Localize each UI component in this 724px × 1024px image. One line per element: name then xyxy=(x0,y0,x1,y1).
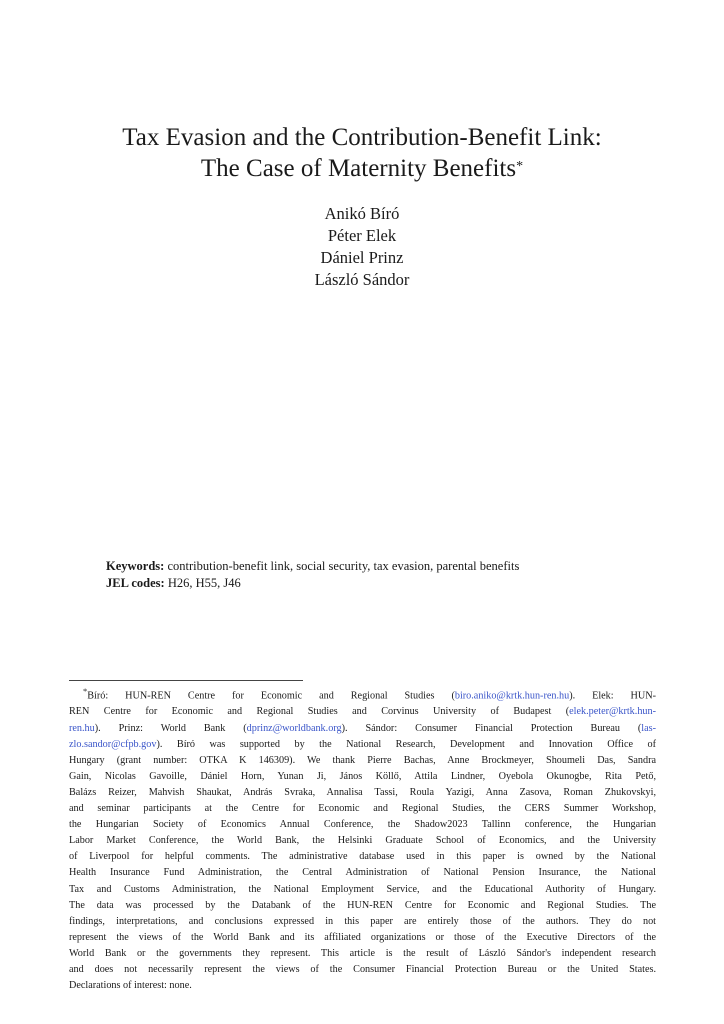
jel-codes-line xyxy=(106,575,666,592)
paper-title xyxy=(0,122,724,184)
title-line-2 xyxy=(0,153,724,184)
title-footnote-marker[interactable]: * xyxy=(516,159,524,174)
footnote-line: Tax and Customs Administration, the National Employment Service, and the Educational Authority of Hungary. xyxy=(69,883,656,895)
footnote-line: The data was processed by the Databank of the HUN-REN Centre for Economic and Regional Studies. The xyxy=(69,899,656,911)
footnote-line: Gain, Nicolas Gavoille, Dániel Horn, Yunan Ji, János Köllő, Attila Lindner, Oyebola Okunogbe, Rita Pető, xyxy=(69,770,656,782)
footnote-line: of Liverpool for helpful comments. The administrative database used in this paper is owned by the National xyxy=(69,851,656,863)
email-link-elek[interactable]: elek.peter@krtk.hun- xyxy=(569,706,656,718)
footnote-marker: * xyxy=(83,686,88,696)
jel-codes-label: JEL codes: xyxy=(106,576,165,590)
footnote-line: Hungary (grant number: OTKA K 146309). We thank Pierre Bachas, Anne Brockmeyer, Shoumeli Das, Sandra xyxy=(69,754,656,766)
email-link-biro[interactable]: biro.aniko@krtk.hun-ren.hu xyxy=(454,690,570,702)
footnote-text: ). Prinz: World Bank ( xyxy=(94,722,247,734)
footnote-text: Bíró: HUN-REN Centre for Economic and Regional Studies ( xyxy=(87,690,455,702)
email-link-elek-cont[interactable]: ren.hu xyxy=(69,722,95,734)
footnote-text: ). Elek: HUN- xyxy=(569,690,657,702)
title-line-2-text: The Case of Maternity Benefits xyxy=(200,155,517,182)
footnote-text: ). Sándor: Consumer Financial Protection Bureau ( xyxy=(341,722,642,734)
title-footnote xyxy=(69,683,656,994)
author-name: Péter Elek xyxy=(327,226,397,245)
footnote-line: findings, interpretations, and conclusions expressed in this paper are entirely those of the authors. They do not xyxy=(69,915,656,927)
jel-codes-value: H26, H55, J46 xyxy=(167,576,241,590)
keywords-value: contribution-benefit link, social security, tax evasion, parental benefits xyxy=(167,559,520,573)
keywords-block xyxy=(106,558,666,592)
author-name: László Sándor xyxy=(314,270,410,289)
footnote-line: the Hungarian Society of Economics Annual Conference, the Shadow2023 Tallinn conference, the Hungarian xyxy=(69,819,656,831)
footnote-line: Health Insurance Fund Administration, the Central Administration of National Pension Insurance, the National xyxy=(69,867,656,879)
footnote-line: and seminar participants at the Centre for Economic and Regional Studies, the CERS Summer Workshop, xyxy=(69,803,656,815)
footnote-line xyxy=(69,737,656,753)
footnote-line xyxy=(69,721,656,737)
footnote-line: Declarations of interest: none. xyxy=(69,980,192,992)
author-name: Dániel Prinz xyxy=(320,248,404,267)
footnote-line: represent the views of the World Bank and its affiliated organizations or those of the Executive Directors of the xyxy=(69,931,656,943)
email-link-sandor-cont[interactable]: zlo.sandor@cfpb.gov xyxy=(69,738,157,750)
footnote-text: REN Centre for Economic and Regional Studies and Corvinus University of Budapest ( xyxy=(69,706,570,718)
keywords-line xyxy=(106,558,666,575)
email-link-prinz[interactable]: dprinz@worldbank.org xyxy=(246,722,342,734)
title-line-1: Tax Evasion and the Contribution-Benefit Link: xyxy=(122,124,602,151)
footnote-line: and does not necessarily represent the views of the Consumer Financial Protection Bureau or the United States. xyxy=(69,963,656,975)
email-link-sandor[interactable]: las- xyxy=(641,722,656,734)
author-list xyxy=(0,203,724,291)
footnote-text: ). Bíró was supported by the National Research, Development and Innovation Office of xyxy=(156,738,656,750)
footnote-line: Balázs Reizer, Mahvish Shaukat, András Svraka, Annalisa Tassi, Roula Yazigi, Anna Zasova, Roman Zhukovskyi, xyxy=(69,786,656,798)
keywords-label: Keywords: xyxy=(106,559,165,573)
footnote-line: Labor Market Conference, the World Bank, the Helsinki Graduate School of Economics, and the University xyxy=(69,835,656,847)
footnote-divider xyxy=(69,680,303,681)
footnote-line xyxy=(69,683,656,704)
author-name: Anikó Bíró xyxy=(324,204,400,223)
footnote-line xyxy=(69,704,656,720)
footnote-line: World Bank or the governments they represent. This article is the result of László Sándor's independent research xyxy=(69,947,656,959)
